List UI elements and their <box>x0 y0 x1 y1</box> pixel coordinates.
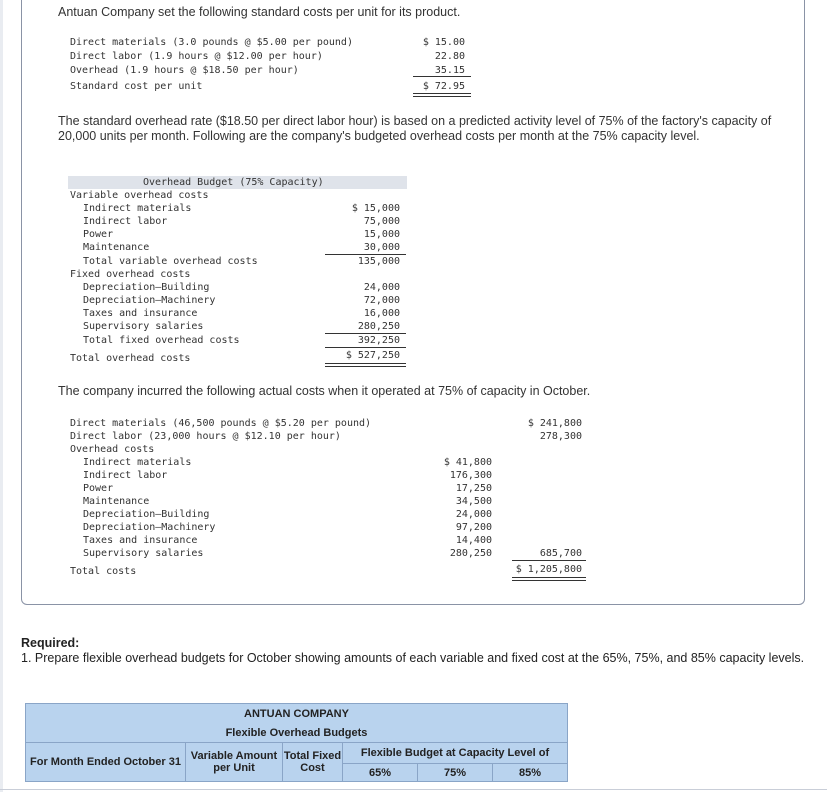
actual-overhead-heading: Overhead costs <box>70 444 155 455</box>
budget-item-value: $ 15,000 <box>351 203 400 214</box>
intro-text: Antuan Company set the following standard costs per unit for its product. <box>58 5 461 19</box>
budget-item-value: 75,000 <box>363 216 400 227</box>
actual-item-label: Power <box>83 483 114 494</box>
actual-item-value: 14,400 <box>455 535 492 546</box>
bottom-divider <box>0 789 827 790</box>
required-text: 1. Prepare flexible overhead budgets for October showing amounts of each variable and fixed cost at the 65%, 75%, and 85% capacity levels. <box>21 651 805 665</box>
actual-item-label: Maintenance <box>83 496 150 507</box>
total-costs-value: $ 1,205,800 <box>515 564 582 575</box>
divider <box>413 76 471 77</box>
actual-intro-text: The company incurred the following actual costs when it operated at 75% of capacity in October. <box>58 384 591 398</box>
period-label: For Month Ended October 31 <box>26 743 186 782</box>
budget-item-label: Depreciation—Building <box>83 282 210 293</box>
capacity-level-header: Flexible Budget at Capacity Level of <box>343 743 568 764</box>
actual-item-value: 280,250 <box>449 548 492 559</box>
std-cost-total-value: $ 72.95 <box>422 81 465 92</box>
level-75-header: 75% <box>418 764 493 782</box>
actual-item-value: $ 41,800 <box>443 457 492 468</box>
actual-item-label: Indirect labor <box>83 470 168 481</box>
budget-item-label: Maintenance <box>83 242 150 253</box>
company-name: ANTUAN COMPANY <box>26 704 568 724</box>
total-overhead-value: $ 527,250 <box>345 350 400 361</box>
flexible-budget-table <box>25 703 568 782</box>
divider <box>325 254 406 255</box>
budget-item-label: Power <box>83 229 114 240</box>
budget-item-value: 72,000 <box>363 295 400 306</box>
actual-item-value: 17,250 <box>455 483 492 494</box>
actual-item-label: Indirect materials <box>83 457 192 468</box>
budget-item-value: 30,000 <box>363 242 400 253</box>
left-edge-strip <box>0 0 3 792</box>
budget-item-label: Indirect materials <box>83 203 192 214</box>
actual-item-label: Depreciation—Machinery <box>83 522 216 533</box>
budget-item-value: 16,000 <box>363 308 400 319</box>
total-fixed-header: Total Fixed Cost <box>283 743 343 782</box>
std-cost-value: 35.15 <box>434 65 465 76</box>
std-cost-label: Direct materials (3.0 pounds @ $5.00 per pound) <box>70 37 353 48</box>
total-fixed-value: 392,250 <box>357 335 400 346</box>
level-65-header: 65% <box>343 764 418 782</box>
std-cost-label: Direct labor (1.9 hours @ $12.00 per hour) <box>70 51 323 62</box>
budget-item-label: Supervisory salaries <box>83 321 204 332</box>
actual-item-label: Depreciation—Building <box>83 509 210 520</box>
budget-item-value: 280,250 <box>357 321 400 332</box>
std-cost-total-label: Standard cost per unit <box>70 81 203 92</box>
divider <box>325 347 406 348</box>
actual-item-value: 24,000 <box>455 509 492 520</box>
level-85-header: 85% <box>493 764 568 782</box>
std-cost-label: Overhead (1.9 hours @ $18.50 per hour) <box>70 65 299 76</box>
divider <box>325 333 406 334</box>
actual-dl-label: Direct labor (23,000 hours @ $12.10 per hour) <box>70 431 341 442</box>
overhead-rate-paragraph: The standard overhead rate ($18.50 per direct labor hour) is based on a predicted activity level of 75% of the factory's capacity of 20,000 units per month. Following are the company's budgeted overhead costs per month at the 75% capacity level. <box>58 114 772 143</box>
actual-item-value: 176,300 <box>449 470 492 481</box>
actual-item-value: 34,500 <box>455 496 492 507</box>
overhead-budget-title: Overhead Budget (75% Capacity) <box>143 177 324 188</box>
std-cost-value: $ 15.00 <box>422 37 465 48</box>
double-underline <box>413 93 471 97</box>
actual-dm-value: $ 241,800 <box>527 418 582 429</box>
total-overhead-label: Total overhead costs <box>70 353 191 364</box>
double-underline <box>325 363 406 367</box>
budget-item-label: Depreciation—Machinery <box>83 295 216 306</box>
total-variable-value: 135,000 <box>357 256 400 267</box>
variable-amount-header: Variable Amount per Unit <box>186 743 283 782</box>
total-fixed-label: Total fixed overhead costs <box>83 335 240 346</box>
table-title: Flexible Overhead Budgets <box>26 724 568 743</box>
actual-dl-value: 278,300 <box>539 431 582 442</box>
actual-overhead-total: 685,700 <box>539 548 582 559</box>
double-underline <box>512 577 586 581</box>
divider <box>512 560 586 561</box>
total-variable-label: Total variable overhead costs <box>83 256 258 267</box>
budget-item-value: 15,000 <box>363 229 400 240</box>
variable-heading: Variable overhead costs <box>70 190 209 201</box>
actual-dm-label: Direct materials (46,500 pounds @ $5.20 per pound) <box>70 418 372 429</box>
actual-item-label: Taxes and insurance <box>83 535 198 546</box>
actual-item-label: Supervisory salaries <box>83 548 204 559</box>
std-cost-value: 22.80 <box>434 51 465 62</box>
actual-item-value: 97,200 <box>455 522 492 533</box>
required-heading: Required: <box>21 636 80 650</box>
budget-item-value: 24,000 <box>363 282 400 293</box>
total-costs-label: Total costs <box>70 566 137 577</box>
budget-item-label: Indirect labor <box>83 216 168 227</box>
fixed-heading: Fixed overhead costs <box>70 269 191 280</box>
budget-item-label: Taxes and insurance <box>83 308 198 319</box>
